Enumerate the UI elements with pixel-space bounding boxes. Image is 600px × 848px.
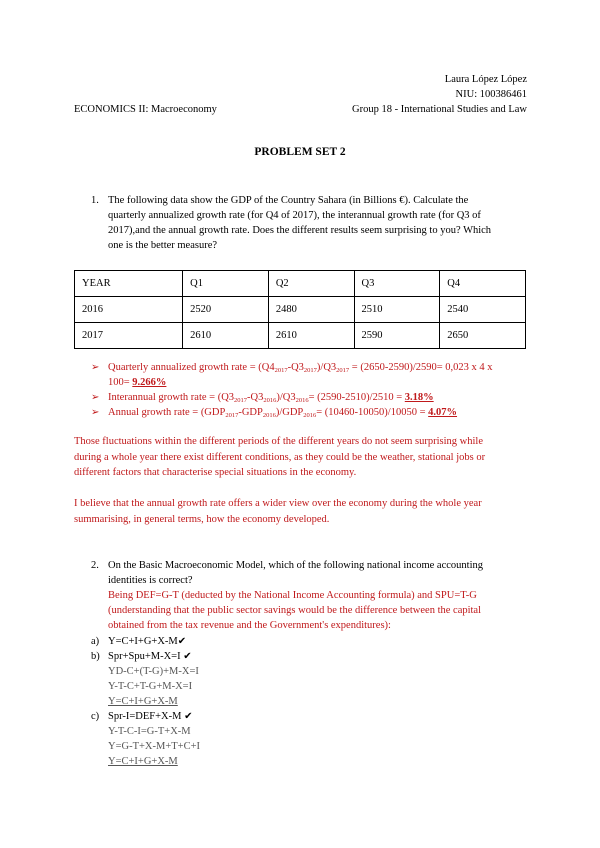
option-b-step-3: Y=C+I+G+X-M — [108, 696, 178, 707]
option-b-label: b) — [91, 651, 100, 662]
bullet-interannual-growth: ➢ Interannual growth rate = $(Q3_{2017}-Q3_{2016})/Q3_{2016}= (2590-2510)/2510 = 3.18\%$ — [91, 392, 434, 404]
checkmark-icon: ✔ — [177, 636, 187, 647]
table-cell: 2017 — [75, 323, 183, 349]
bullet-quarterly-growth: ➢ Quarterly annualized growth rate = $(Q4_{2017}-Q3_{2017})/Q3_{2017} = (2650-2590)/2590= 0,023$ x 4 x — [91, 362, 493, 374]
table-header-cell: YEAR — [75, 271, 183, 297]
q1-line-2: quarterly annualized growth rate (for Q4 of 2017), the interannual growth rate (for Q3 of — [108, 210, 481, 221]
option-a-text: Y=C+I+G+X-M — [108, 636, 178, 647]
option-c-step-2: Y=G-T+X-M+T+C+I — [108, 741, 201, 752]
option-b-text: Spr+Spu+M-X=I — [108, 651, 181, 662]
option-b — [108, 651, 192, 662]
table-header-cell: Q2 — [268, 271, 354, 297]
table-cell: 2510 — [354, 297, 440, 323]
table-header-cell: Q1 — [183, 271, 269, 297]
table-cell: 2610 — [183, 323, 269, 349]
course-name: ECONOMICS II: Macroeconomy — [74, 104, 217, 115]
student-id: NIU: 100386461 — [455, 89, 527, 100]
q1-number: 1. — [91, 195, 99, 206]
table-cell: 2650 — [440, 323, 526, 349]
q2-answer-line-1: Being DEF=G-T (deducted by the National Income Accounting formula) and SPU=T-G — [108, 590, 477, 601]
interannual-result: 3.18% — [404, 392, 434, 403]
q1-line-1: The following data show the GDP of the Country Sahara (in Billions €). Calculate the — [108, 195, 469, 206]
table-cell: 2520 — [183, 297, 269, 323]
table-cell: 2610 — [268, 323, 354, 349]
table-cell: 2016 — [75, 297, 183, 323]
author-name: Laura López López — [444, 74, 527, 85]
option-c — [108, 711, 192, 722]
quarterly-result: 9.266% — [132, 377, 167, 388]
q1-line-4: one is the better measure? — [108, 240, 218, 251]
table-row — [75, 297, 526, 323]
answer-para1-line-1: Those fluctuations within the different periods of the different years do not seem surprising while — [74, 436, 484, 447]
option-a — [108, 636, 186, 647]
arrow-bullet-icon: ➢ — [91, 392, 100, 403]
table-header-cell: Q4 — [440, 271, 526, 297]
table-header-cell: Q3 — [354, 271, 440, 297]
checkmark-icon: ✔ — [183, 651, 192, 662]
q2-line-1: On the Basic Macroeconomic Model, which of the following national income accounting — [108, 560, 483, 571]
answer-para1-line-3: different factors that characterise special situations in the economy. — [74, 467, 357, 478]
q2-line-2: identities is correct? — [108, 575, 193, 586]
option-b-step-1: YD-C+(T-G)+M-X=I — [108, 666, 199, 677]
option-a-label: a) — [91, 636, 100, 647]
answer-para1-line-2: during a whole year there exist different conditions, as they could be the weather, stational jobs or — [74, 452, 486, 463]
arrow-bullet-icon: ➢ — [91, 407, 100, 418]
table-cell: 2590 — [354, 323, 440, 349]
arrow-bullet-icon: ➢ — [91, 362, 100, 373]
option-c-step-1: Y-T-C-I=G-T+X-M — [108, 726, 191, 737]
q2-answer-line-3: obtained from the tax revenue and the Government's expenditures): — [108, 620, 391, 631]
checkmark-icon: ✔ — [184, 711, 193, 722]
answer-para2-line-1: I believe that the annual growth rate offers a wider view over the economy during the whole year — [74, 498, 482, 509]
table-cell: 2480 — [268, 297, 354, 323]
q2-answer-line-2: (understanding that the public sector savings would be the difference between the capital — [108, 605, 482, 616]
bullet-annual-growth: ➢ Annual growth rate = $(GDP_{2017}-GDP_{2016})/GDP_{2016}= (10460-10050)/10050 = 4.07\%$ — [91, 407, 458, 419]
option-b-step-2: Y-T-C+T-G+M-X=I — [108, 681, 193, 692]
group-name: Group 18 - International Studies and Law — [352, 104, 527, 115]
bullet-quarterly-growth-cont: 100= 9.266% — [108, 377, 167, 388]
table-header-row — [75, 271, 526, 297]
option-c-text: Spr-I=DEF+X-M — [108, 711, 182, 722]
q1-line-3: 2017),and the annual growth rate. Does the different results seem surprising to you? Which — [108, 225, 492, 236]
option-c-label: c) — [91, 711, 100, 722]
table-row — [75, 323, 526, 349]
option-c-step-3: Y=C+I+G+X-M — [108, 756, 178, 767]
table-cell: 2540 — [440, 297, 526, 323]
annual-result: 4.07% — [428, 407, 458, 418]
gdp-table — [74, 270, 526, 349]
page-title: PROBLEM SET 2 — [254, 146, 346, 158]
q2-number: 2. — [91, 560, 99, 571]
answer-para2-line-2: summarising, in general terms, how the economy developed. — [74, 514, 330, 525]
